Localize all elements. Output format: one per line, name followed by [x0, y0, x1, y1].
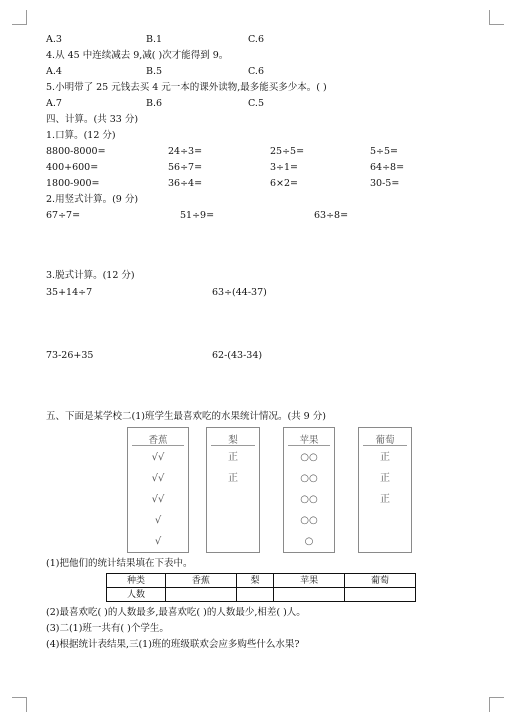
- q5-option-c: C.5: [248, 98, 264, 109]
- tally-box-banana: [127, 427, 189, 553]
- table-row: [107, 588, 416, 602]
- oral-item: 3÷1=: [270, 162, 299, 173]
- vertical-item: 67÷7=: [46, 210, 81, 221]
- tally-divider: [288, 445, 330, 446]
- tally-divider: [211, 445, 255, 446]
- tally-fruit-label: 苹果: [299, 435, 319, 446]
- tally-mark: √√: [151, 452, 165, 463]
- table-blank-cell[interactable]: [236, 588, 273, 602]
- oral-item: 6×2=: [270, 178, 299, 189]
- oral-item: 64÷8=: [370, 162, 405, 173]
- q5-option-b: B.6: [146, 98, 163, 109]
- tally-box-grape: [358, 427, 412, 553]
- q3-option-c: C.6: [248, 34, 264, 45]
- tally-mark: 正: [228, 452, 238, 463]
- tally-divider: [132, 445, 184, 446]
- stepwise-item: 35+14÷7: [46, 287, 93, 298]
- q3-option-a: A.3: [46, 34, 62, 45]
- table-header-cell: 香蕉: [166, 574, 237, 588]
- crop-mark-bottom-right: [489, 697, 504, 712]
- crop-mark-top-right: [489, 10, 504, 25]
- crop-mark-bottom-left: [12, 697, 27, 712]
- tally-mark: ○○: [300, 473, 318, 484]
- tally-box-pear: [206, 427, 260, 553]
- q4-option-a: A.4: [46, 66, 62, 77]
- table-header-cell: 梨: [236, 574, 273, 588]
- tally-mark: ○○: [300, 494, 318, 505]
- stepwise-item: 62-(43-34): [212, 350, 263, 361]
- stepwise-item: 73-26+35: [46, 350, 94, 361]
- tally-mark: 正: [380, 452, 390, 463]
- q5-option-a: A.7: [46, 98, 62, 109]
- q3-option-b: B.1: [146, 34, 163, 45]
- oral-item: 30-5=: [370, 178, 400, 189]
- tally-mark: ○: [304, 536, 314, 547]
- table-row-label: 人数: [107, 588, 166, 602]
- vertical-calc-title: 2.用竖式计算。(9 分): [46, 194, 139, 205]
- oral-item: 8800-8000=: [46, 146, 106, 157]
- table-row: [107, 574, 416, 588]
- tally-mark: 正: [380, 473, 390, 484]
- section-4-title: 四、计算。(共 33 分): [46, 114, 139, 125]
- table-blank-cell[interactable]: [274, 588, 345, 602]
- tally-fruit-label: 梨: [228, 435, 238, 446]
- oral-item: 24÷3=: [168, 146, 203, 157]
- stepwise-item: 63÷(44-37): [212, 287, 267, 298]
- question-5-2: (2)最喜欢吃( )的人数最多,最喜欢吃( )的人数最少,相差( )人。: [46, 607, 306, 618]
- oral-item: 25÷5=: [270, 146, 305, 157]
- question-5-4: (4)根据统计表结果,三(1)班的班级联欢会应多购些什么水果?: [46, 639, 300, 650]
- section-5-title: 五、下面是某学校二(1)班学生最喜欢吃的水果统计情况。(共 9 分): [46, 411, 326, 422]
- question-4: 4.从 45 中连续减去 9,减( )次才能得到 9。: [46, 50, 229, 61]
- tally-fruit-label: 葡萄: [375, 435, 395, 446]
- tally-fruit-label: 香蕉: [148, 435, 168, 446]
- tally-divider: [363, 445, 407, 446]
- tally-mark: ○○: [300, 452, 318, 463]
- tally-mark: ○○: [300, 515, 318, 526]
- stepwise-calc-title: 3.脱式计算。(12 分): [46, 270, 135, 281]
- oral-calc-title: 1.口算。(12 分): [46, 130, 116, 141]
- table-header-cell: 葡萄: [345, 574, 416, 588]
- q4-option-c: C.6: [248, 66, 264, 77]
- question-5-1: (1)把他们的统计结果填在下表中。: [46, 558, 193, 569]
- oral-item: 400+600=: [46, 162, 99, 173]
- tally-mark: 正: [228, 473, 238, 484]
- table-header-cell: 种类: [107, 574, 166, 588]
- tally-mark: √: [154, 515, 162, 526]
- vertical-item: 51÷9=: [180, 210, 215, 221]
- table-blank-cell[interactable]: [166, 588, 237, 602]
- oral-item: 1800-900=: [46, 178, 100, 189]
- vertical-item: 63÷8=: [314, 210, 349, 221]
- tally-mark: √√: [151, 494, 165, 505]
- table-header-cell: 苹果: [274, 574, 345, 588]
- crop-mark-top-left: [12, 10, 27, 25]
- oral-item: 56÷7=: [168, 162, 203, 173]
- tally-box-apple: [283, 427, 335, 553]
- tally-mark: 正: [380, 494, 390, 505]
- table-blank-cell[interactable]: [345, 588, 416, 602]
- oral-item: 5÷5=: [370, 146, 399, 157]
- tally-mark: √√: [151, 473, 165, 484]
- question-5-3: (3)二(1)班一共有( )个学生。: [46, 623, 169, 634]
- question-5: 5.小明带了 25 元钱去买 4 元一本的课外读物,最多能买多少本。( ): [46, 82, 327, 93]
- q4-option-b: B.5: [146, 66, 163, 77]
- tally-mark: √: [154, 536, 162, 547]
- oral-item: 36÷4=: [168, 178, 203, 189]
- statistics-table: [106, 573, 416, 602]
